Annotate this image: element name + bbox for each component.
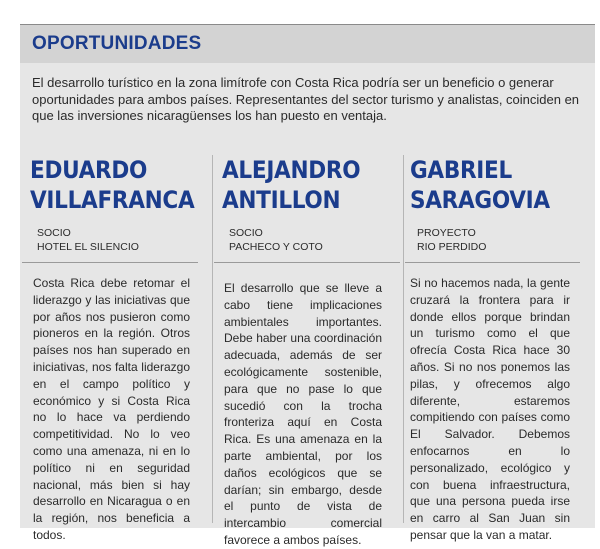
person-organization: PACHECO Y COTO [229, 241, 323, 253]
column-divider [403, 155, 404, 523]
person-affiliation [222, 226, 360, 254]
divider-rule [405, 262, 580, 263]
person-role: SOCIO [229, 227, 263, 239]
person-role: PROYECTO [417, 227, 476, 239]
section-title: OPORTUNIDADES [32, 33, 202, 54]
divider-rule [214, 262, 400, 263]
intro-paragraph: El desarrollo turístico en la zona limítrofe con Costa Rica podría ser un beneficio o generar oportunidades para ambos países. Representantes del sector turismo y analistas, coinciden en que las inversiones nicaragüenses los han puesto en ventaja. [32, 75, 580, 123]
person-name: EDUARDO VILLAFRANCA [30, 156, 195, 214]
person-organization: HOTEL EL SILENCIO [37, 241, 139, 253]
column-divider [212, 155, 213, 523]
person-column-antillon [222, 155, 360, 254]
person-role: SOCIO [37, 227, 71, 239]
person-quote: Si no hacemos nada, la gente cruzará la frontera para ir donde ellos porque brindan un turismo como el que ofrecía Costa Rica hace 30 años. Si no nos ponemos las pilas, y ofrecemos algo diferente, estaremos compitiendo con países como El Salvador. Debemos enfocarnos en lo personalizado, ecológico y con buena infraestructura, que una persona pueda irse en carro al San Juan sin pensar que la van a matar. [410, 276, 570, 542]
person-affiliation [410, 226, 550, 254]
person-column-villafranca [30, 155, 194, 254]
person-organization: RIO PERDIDO [417, 241, 487, 253]
person-column-saragovia [410, 155, 550, 254]
section-header [20, 24, 595, 64]
person-quote: El desarrollo que se lleve a cabo tiene implicaciones ambientales importantes. Debe haber una coordinación adecuada, además de ser ecológicamente sostenible, para que no pase lo que sucedió con la trocha fronteriza aquí en Costa Rica. Es una amenaza en la parte ambiental, por los daños ecológicos que se darían; sin embargo, desde el punto de vista de intercambio comercial favorece a ambos países. [224, 281, 382, 547]
person-name: GABRIEL SARAGOVIA [410, 156, 550, 214]
person-name: ALEJANDRO ANTILLON [222, 156, 361, 214]
divider-rule [22, 262, 198, 263]
person-quote: Costa Rica debe retomar el liderazgo y las iniciativas que por años nos pusieron como pioneros en la región. Otros países nos han superado en iniciativas, nos falta liderazgo en el campo político y económico y si Costa Rica no lo hace va perdiendo competitividad. No lo veo como una amenaza, ni en lo político ni en seguridad nacional, más bien si hay desarrollo en Nicaragua o en la región, nos beneficia a todos. [33, 276, 190, 542]
person-affiliation [30, 226, 194, 254]
